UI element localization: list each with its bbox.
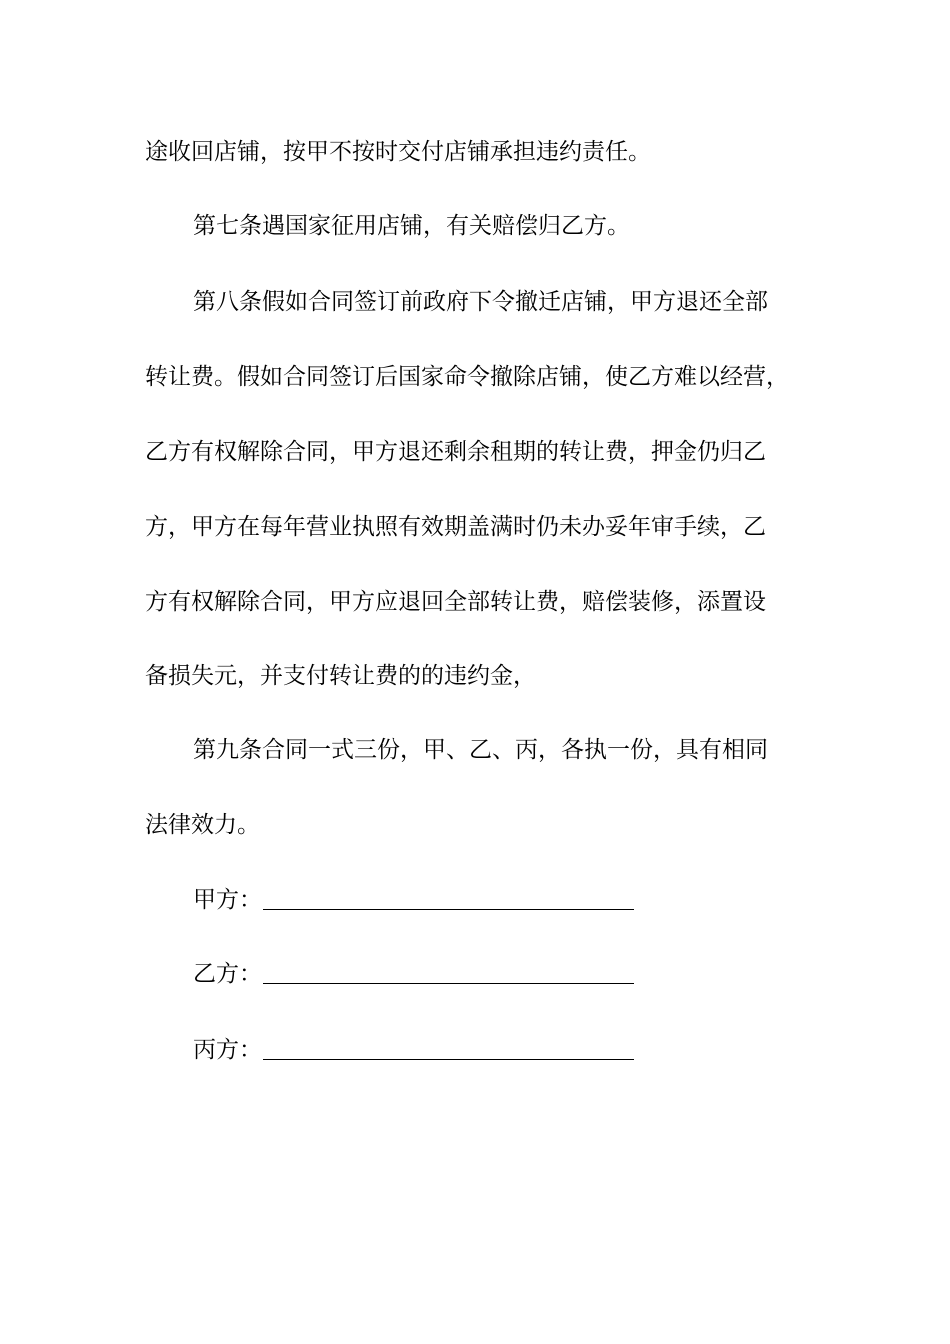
article-9-line-1: 第九条合同一式三份，甲、乙、丙，各执一份，具有相同: [193, 737, 768, 763]
signature-colon: ：: [239, 1037, 262, 1063]
article-7: 第七条遇国家征用店铺，有关赔偿归乙方。: [193, 213, 630, 239]
signature-line: [263, 1035, 634, 1060]
article-8-line-2: 转让费。假如合同签订后国家命令撤除店铺，使乙方难以经营，: [145, 364, 789, 390]
article-9-line-2: 法律效力。: [145, 812, 260, 838]
signature-label: 乙方: [193, 961, 239, 987]
signature-line: [263, 885, 634, 910]
signature-label: 丙方: [193, 1037, 239, 1063]
signature-colon: ：: [239, 961, 262, 987]
signature-party-c: [193, 1035, 634, 1067]
signature-label: 甲方: [193, 887, 239, 913]
signature-party-b: [193, 959, 634, 991]
signature-party-a: [193, 885, 634, 917]
article-8-line-3: 乙方有权解除合同，甲方退还剩余租期的转让费，押金仍归乙: [145, 439, 766, 465]
signature-colon: ：: [239, 887, 262, 913]
paragraph-line: 途收回店铺，按甲不按时交付店铺承担违约责任。: [145, 139, 651, 165]
article-8-line-5: 方有权解除合同，甲方应退回全部转让费，赔偿装修，添置设: [145, 589, 766, 615]
article-8-line-1: 第八条假如合同签订前政府下令撤迁店铺，甲方退还全部: [193, 289, 768, 315]
article-8-line-6: 备损失元，并支付转让费的的违约金，: [145, 663, 536, 689]
signature-line: [263, 959, 634, 984]
article-8-line-4: 方，甲方在每年营业执照有效期盖满时仍未办妥年审手续，乙: [145, 514, 766, 540]
